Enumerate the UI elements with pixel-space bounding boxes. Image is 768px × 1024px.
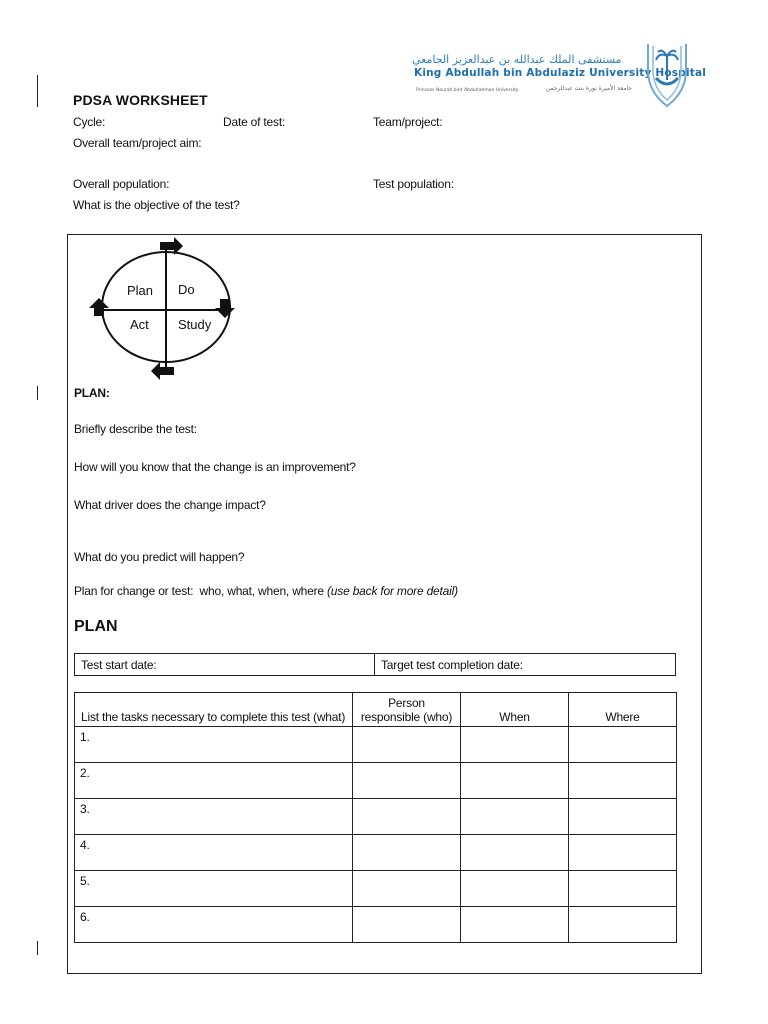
task-cell[interactable]: 3.: [75, 799, 353, 835]
pdsa-cycle-diagram: [84, 236, 244, 384]
date-of-test-label: Date of test:: [223, 115, 286, 129]
margin-mark: [37, 386, 38, 400]
test-population-label: Test population:: [373, 177, 454, 191]
margin-mark: [37, 75, 38, 107]
cycle-act-label: Act: [130, 317, 149, 332]
objective-label: What is the objective of the test?: [73, 198, 240, 212]
overall-population-label: Overall population:: [73, 177, 170, 191]
question-plan-change-italic: (use back for more detail): [327, 584, 458, 598]
plan-heading-label: PLAN:: [74, 386, 110, 400]
where-cell[interactable]: [569, 763, 677, 799]
cycle-plan-label: Plan: [127, 283, 154, 298]
column-header-where: Where: [569, 693, 677, 727]
where-cell[interactable]: [569, 727, 677, 763]
question-improvement: How will you know that the change is an improvement?: [74, 460, 356, 474]
plan-section-heading: PLAN: [74, 618, 118, 635]
question-plan-change: [74, 584, 458, 598]
question-driver: What driver does the change impact?: [74, 498, 266, 512]
where-cell[interactable]: [569, 799, 677, 835]
cycle-study-label: Study: [178, 317, 212, 332]
task-cell[interactable]: 1.: [75, 727, 353, 763]
logo-small-arabic-text: جامعة الأميرة نورة بنت عبدالرحمن: [545, 85, 632, 92]
logo-small-english-text: Princess Nourah bint Abdulrahman University: [416, 88, 519, 93]
person-cell[interactable]: [353, 763, 461, 799]
task-cell[interactable]: 6.: [75, 907, 353, 943]
hospital-logo-icon: [644, 40, 690, 110]
person-cell[interactable]: [353, 799, 461, 835]
table-row: [75, 763, 677, 799]
table-row: [75, 907, 677, 943]
question-describe-test: Briefly describe the test:: [74, 422, 197, 436]
when-cell[interactable]: [461, 763, 569, 799]
table-row: [75, 799, 677, 835]
person-cell[interactable]: [353, 835, 461, 871]
team-project-label: Team/project:: [373, 115, 443, 129]
dates-table: [74, 653, 676, 676]
person-cell[interactable]: [353, 727, 461, 763]
cycle-label: Cycle:: [73, 115, 106, 129]
when-cell[interactable]: [461, 799, 569, 835]
when-cell[interactable]: [461, 727, 569, 763]
question-predict: What do you predict will happen?: [74, 550, 245, 564]
task-cell[interactable]: 5.: [75, 871, 353, 907]
cycle-do-label: Do: [178, 282, 195, 297]
where-cell[interactable]: [569, 907, 677, 943]
target-completion-date-cell[interactable]: Target test completion date:: [375, 654, 676, 676]
where-cell[interactable]: [569, 835, 677, 871]
column-header-tasks: List the tasks necessary to complete this test (what): [75, 693, 353, 727]
page-title: PDSA WORKSHEET: [73, 92, 208, 108]
when-cell[interactable]: [461, 871, 569, 907]
logo-arabic-text: مستشفى الملك عبدالله بن عبدالعزيز الجامعي: [412, 53, 622, 66]
task-cell[interactable]: 2.: [75, 763, 353, 799]
tasks-table: [74, 692, 677, 943]
task-cell[interactable]: 4.: [75, 835, 353, 871]
where-cell[interactable]: [569, 871, 677, 907]
person-cell[interactable]: [353, 871, 461, 907]
table-row: [75, 871, 677, 907]
tasks-header-row: [75, 693, 677, 727]
table-row: [75, 727, 677, 763]
when-cell[interactable]: [461, 907, 569, 943]
logo-english-text: King Abdullah bin Abdulaziz University Hospital: [414, 67, 707, 79]
margin-mark: [37, 941, 38, 955]
column-header-person: Person responsible (who): [353, 693, 461, 727]
test-start-date-cell[interactable]: Test start date:: [75, 654, 375, 676]
overall-aim-label: Overall team/project aim:: [73, 136, 202, 150]
column-header-when: When: [461, 693, 569, 727]
when-cell[interactable]: [461, 835, 569, 871]
person-cell[interactable]: [353, 907, 461, 943]
question-plan-change-main: Plan for change or test: who, what, when, where: [74, 584, 328, 598]
table-row: [75, 835, 677, 871]
